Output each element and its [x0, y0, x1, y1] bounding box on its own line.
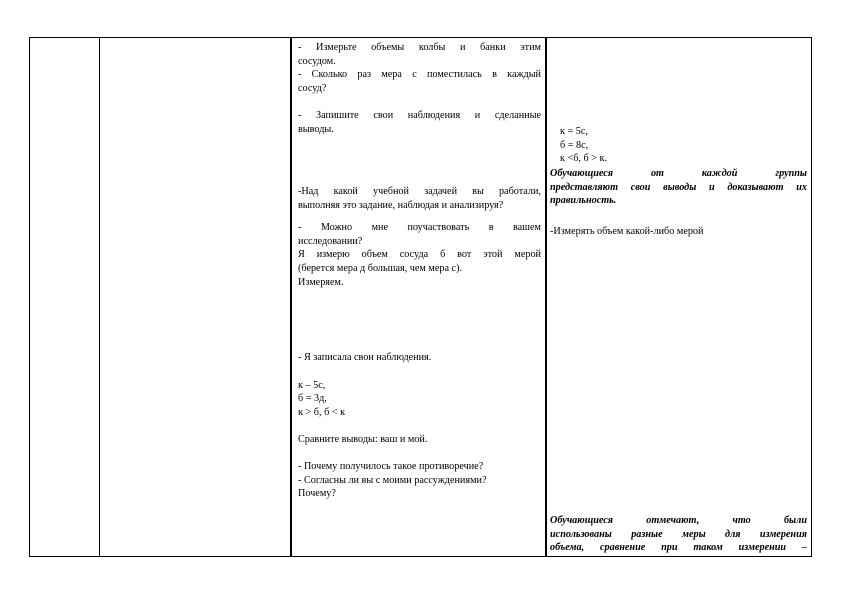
text-line: представляют свои выводы и доказывают их: [550, 181, 807, 193]
text-line: к = 5с,: [560, 126, 588, 137]
text-line: - Сколько раз мера с поместилась в каждый: [298, 69, 541, 81]
text-line: к <б, б > к.: [560, 153, 608, 165]
text-line: б = 8с,: [560, 139, 589, 151]
text-line: Измеряем.: [298, 276, 344, 288]
table-left-border: [29, 37, 30, 557]
text-line: сосуд?: [298, 82, 327, 94]
student-conclusion: [550, 167, 807, 208]
text-line: Сравните выводы: ваш и мой.: [298, 434, 428, 446]
text-line: к – 5с,: [298, 379, 326, 391]
text-line: - Запишите свои наблюдения и сделанные: [298, 109, 541, 121]
column-divider-3: [545, 37, 547, 557]
text-line: - Согласны ли вы с моими рассуждениями?: [298, 474, 487, 486]
text-line: - Я записала свои наблюдения.: [298, 352, 432, 364]
text-line: выводы.: [298, 123, 334, 135]
text-line: -Над какой учебной задачей вы работали,: [298, 185, 541, 197]
text-line: Обучающиеся от каждой группы: [550, 168, 807, 179]
text-line: Почему?: [298, 488, 336, 500]
text-line: - Почему получилось такое противоречие?: [298, 461, 484, 473]
text-line: правильность.: [550, 195, 617, 207]
text-line: Обучающиеся отмечают, что были: [550, 515, 807, 526]
text-line: (берется мера д большая, чем мера с).: [298, 262, 463, 274]
student-measure: [550, 225, 807, 239]
text-line: использованы разные меры для измерения: [550, 528, 807, 540]
text-line: - Можно мне поучаствовать в вашем: [298, 222, 541, 234]
column-divider-1: [99, 37, 100, 557]
text-line: б = 3д,: [298, 393, 327, 405]
text-line: -Измерять объем какой-либо мерой: [550, 226, 704, 237]
text-line: объема, сравнение при таком измерении –: [550, 542, 807, 554]
table-right-border: [811, 37, 812, 557]
column-divider-2: [290, 37, 292, 557]
text-line: Я измерю объем сосуда б вот этой мерой: [298, 249, 541, 261]
text-line: к > б, б < к: [298, 406, 346, 418]
table-top-border: [29, 37, 812, 38]
table-bottom-border: [29, 556, 812, 557]
text-line: сосудом.: [298, 55, 336, 67]
student-final: [550, 514, 807, 555]
teacher-activity-cell: [298, 41, 541, 501]
text-line: - Измерьте объемы колбы и банки этим: [298, 42, 541, 53]
text-line: исследовании?: [298, 235, 363, 247]
student-formulas: [560, 125, 800, 166]
text-line: выполняя это задание, наблюдая и анализируя?: [298, 199, 504, 211]
